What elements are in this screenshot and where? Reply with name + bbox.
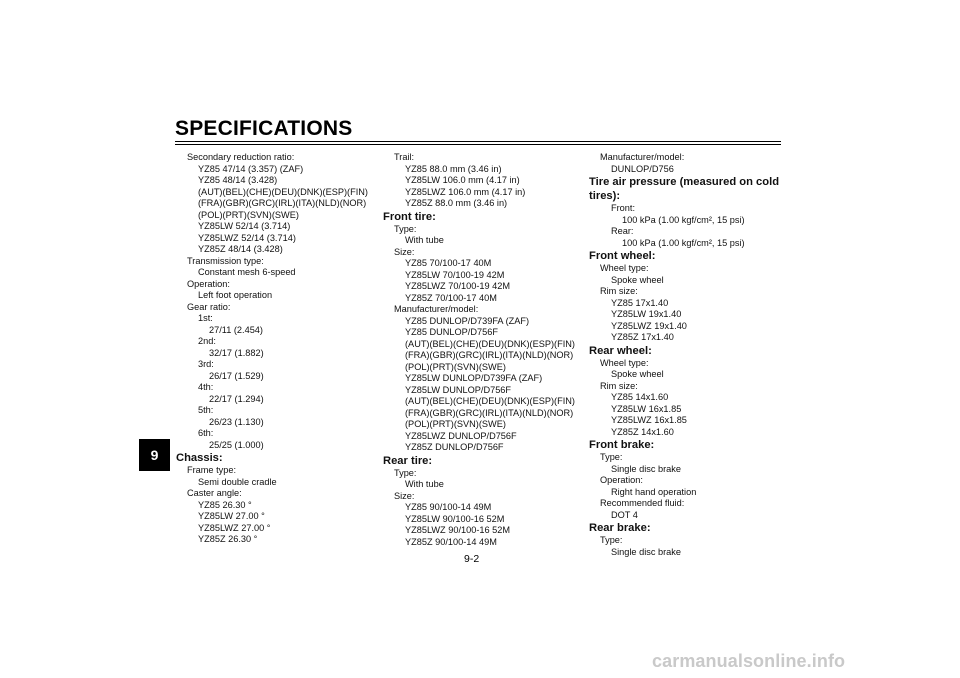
spec-column-1 — [176, 152, 376, 546]
spec-line: (POL)(PRT)(SVN)(SWE) — [198, 209, 299, 220]
spec-line: (AUT)(BEL)(CHE)(DEU)(DNK)(ESP)(FIN) — [198, 186, 368, 197]
spec-line: YZ85 DUNLOP/D756F — [405, 327, 498, 337]
spec-line: DUNLOP/D756 — [611, 163, 674, 174]
spec-line: YZ85 26.30 ° — [198, 499, 252, 510]
section-heading: Front wheel: — [589, 250, 656, 262]
spec-line: YZ85 DUNLOP/D739FA (ZAF) — [405, 315, 530, 326]
spec-line: YZ85Z 90/100-14 49M — [405, 536, 497, 547]
spec-line: Manufacturer/model: — [394, 304, 479, 314]
page-number: 9-2 — [464, 553, 480, 565]
spec-line: Transmission type: — [187, 255, 264, 266]
spec-line: Secondary reduction ratio: — [187, 152, 295, 162]
spec-line: 32/17 (1.882) — [209, 347, 264, 358]
title-rule-thin — [175, 144, 781, 145]
spec-line: (AUT)(BEL)(CHE)(DEU)(DNK)(ESP)(FIN) — [405, 396, 575, 406]
spec-line: YZ85LW 52/14 (3.714) — [198, 221, 291, 231]
spec-line: YZ85LWZ 19x1.40 — [611, 320, 687, 331]
section-heading: Front brake: — [589, 439, 655, 451]
spec-line: 100 kPa (1.00 kgf/cm², 15 psi) — [622, 237, 745, 248]
spec-line: Rim size: — [600, 286, 638, 296]
spec-line: 2nd: — [198, 336, 216, 346]
section-heading: Rear wheel: — [589, 344, 652, 357]
spec-line: With tube — [405, 235, 444, 245]
spec-line: YZ85 90/100-14 49M — [405, 502, 492, 512]
watermark: carmanualsonline.info — [652, 651, 846, 671]
spec-line: YZ85 88.0 mm (3.46 in) — [405, 163, 502, 174]
spec-line: Trail: — [394, 152, 415, 162]
spec-line: Rim size: — [600, 380, 638, 391]
spec-line: Constant mesh 6-speed — [198, 267, 296, 277]
spec-line: YZ85 48/14 (3.428) — [198, 175, 278, 185]
spec-line: 6th: — [198, 428, 214, 438]
spec-line: Single disc brake — [611, 546, 681, 557]
section-heading: tires): — [589, 190, 621, 202]
spec-line: YZ85LW 106.0 mm (4.17 in) — [405, 175, 520, 185]
spec-line: YZ85Z DUNLOP/D756F — [405, 442, 504, 452]
spec-line: YZ85 14x1.60 — [611, 392, 669, 402]
spec-line: Frame type: — [187, 465, 237, 475]
title-rule — [175, 141, 781, 142]
spec-line: 26/17 (1.529) — [209, 370, 264, 381]
spec-line: YZ85LW DUNLOP/D739FA (ZAF) — [405, 373, 543, 383]
spec-line: YZ85LWZ 52/14 (3.714) — [198, 232, 296, 243]
spec-line: 1st: — [198, 313, 213, 323]
section-heading: Rear tire: — [383, 454, 433, 467]
spec-line: Left foot operation — [198, 290, 273, 300]
section-heading: Chassis: — [176, 452, 223, 464]
spec-line: YZ85LW 90/100-16 52M — [405, 513, 505, 524]
spec-line: YZ85LWZ 27.00 ° — [198, 522, 271, 533]
spec-line: YZ85LW 70/100-19 42M — [405, 269, 505, 280]
spec-line: YZ85Z 17x1.40 — [611, 332, 674, 342]
spec-line: (AUT)(BEL)(CHE)(DEU)(DNK)(ESP)(FIN) — [405, 338, 575, 349]
spec-line: Operation: — [600, 475, 643, 485]
spec-line: 5th: — [198, 405, 214, 415]
section-heading: Tire air pressure (measured on cold — [589, 176, 780, 188]
spec-line: Rear: — [611, 226, 634, 236]
spec-line: YZ85 17x1.40 — [611, 297, 669, 308]
section-heading: Rear brake: — [589, 522, 651, 534]
spec-line: With tube — [405, 479, 444, 489]
spec-column-3 — [589, 152, 789, 558]
spec-line: Caster angle: — [187, 488, 242, 498]
spec-line: YZ85 70/100-17 40M — [405, 258, 492, 268]
spec-column-2 — [383, 152, 583, 548]
section-heading: Front tire: — [383, 210, 436, 223]
spec-line: 100 kPa (1.00 kgf/cm², 15 psi) — [622, 214, 745, 225]
spec-line: Single disc brake — [611, 463, 681, 474]
spec-line: YZ85LW 19x1.40 — [611, 309, 682, 319]
spec-line: Size: — [394, 490, 415, 501]
spec-line: (POL)(PRT)(SVN)(SWE) — [405, 419, 506, 429]
spec-line: Type: — [600, 452, 623, 462]
spec-line: YZ85LWZ 70/100-19 42M — [405, 281, 511, 291]
spec-line: 3rd: — [198, 359, 214, 369]
spec-line: Size: — [394, 246, 415, 257]
spec-line: Operation: — [187, 278, 230, 289]
spec-line: Type: — [600, 535, 623, 545]
spec-line: (FRA)(GBR)(GRC)(IRL)(ITA)(NLD)(NOR) — [198, 198, 367, 208]
spec-line: DOT 4 — [611, 509, 638, 520]
spec-line: YZ85LWZ DUNLOP/D756F — [405, 430, 517, 441]
spec-line: YZ85LWZ 16x1.85 — [611, 415, 687, 425]
spec-line: (POL)(PRT)(SVN)(SWE) — [405, 361, 506, 372]
spec-line: YZ85Z 70/100-17 40M — [405, 292, 497, 303]
spec-line: YZ85Z 26.30 ° — [198, 534, 258, 544]
spec-line: YZ85LW DUNLOP/D756F — [405, 384, 512, 395]
spec-line: Right hand operation — [611, 486, 697, 497]
spec-line: Recommended fluid: — [600, 498, 685, 508]
chapter-tab: 9 — [139, 439, 170, 471]
spec-line: Type: — [394, 467, 417, 478]
spec-line: Wheel type: — [600, 263, 649, 273]
spec-line: YZ85Z 48/14 (3.428) — [198, 244, 283, 254]
spec-line: YZ85LWZ 90/100-16 52M — [405, 525, 511, 535]
spec-line: Type: — [394, 223, 417, 234]
spec-line: Spoke wheel — [611, 274, 664, 285]
spec-line: Gear ratio: — [187, 301, 231, 312]
spec-line: Front: — [611, 203, 635, 213]
spec-line: YZ85Z 88.0 mm (3.46 in) — [405, 198, 508, 208]
spec-line: (FRA)(GBR)(GRC)(IRL)(ITA)(NLD)(NOR) — [405, 407, 574, 418]
spec-line: 4th: — [198, 382, 214, 392]
spec-line: 27/11 (2.454) — [209, 324, 263, 335]
spec-line: Wheel type: — [600, 357, 649, 368]
spec-line: YZ85LWZ 106.0 mm (4.17 in) — [405, 186, 526, 197]
spec-line: YZ85 47/14 (3.357) (ZAF) — [198, 163, 304, 174]
page-title: SPECIFICATIONS — [175, 117, 353, 140]
spec-line: Semi double cradle — [198, 476, 277, 487]
spec-line: YZ85LW 16x1.85 — [611, 403, 682, 414]
spec-line: YZ85Z 14x1.60 — [611, 426, 674, 437]
spec-line: Manufacturer/model: — [600, 152, 685, 162]
spec-line: 22/17 (1.294) — [209, 393, 264, 404]
spec-line: 25/25 (1.000) — [209, 439, 264, 450]
spec-line: 26/23 (1.130) — [209, 416, 264, 427]
spec-line: Spoke wheel — [611, 369, 664, 379]
spec-line: (FRA)(GBR)(GRC)(IRL)(ITA)(NLD)(NOR) — [405, 350, 574, 360]
spec-line: YZ85LW 27.00 ° — [198, 511, 265, 521]
